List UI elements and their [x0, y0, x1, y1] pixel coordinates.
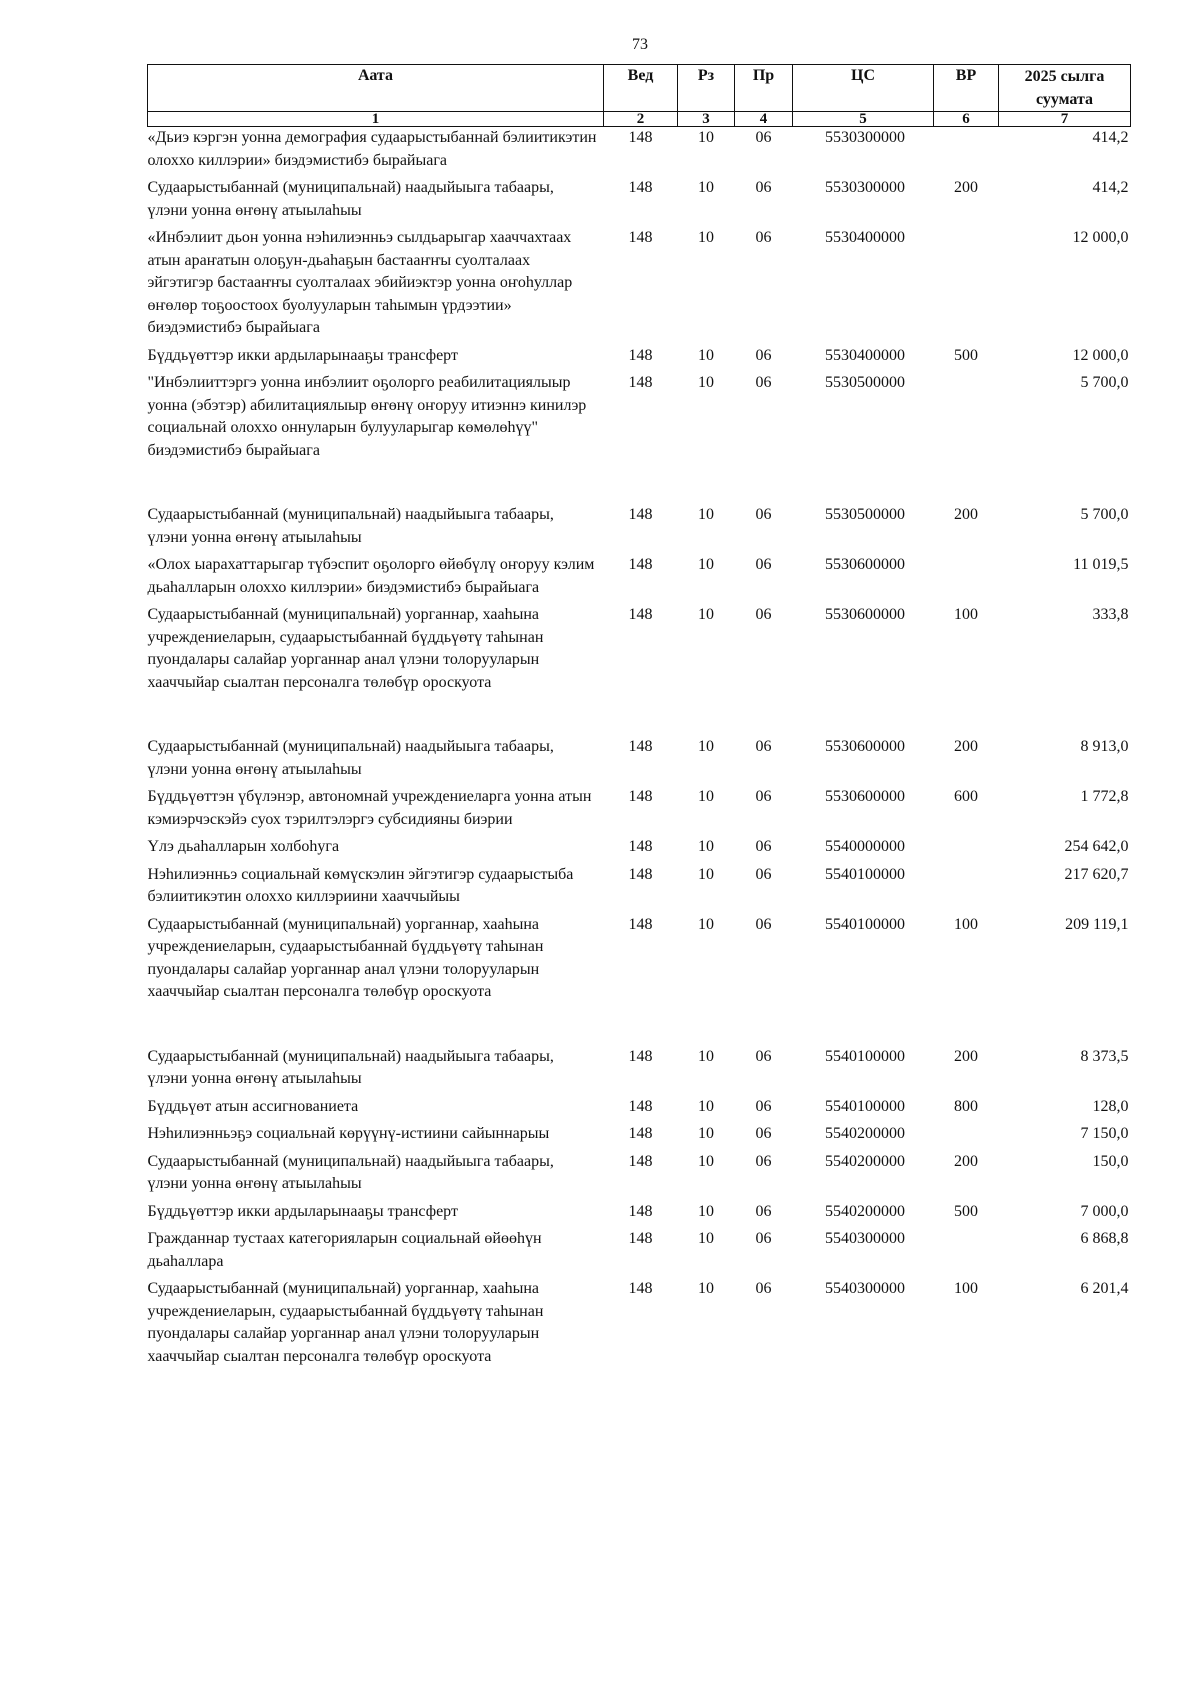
table-header	[148, 65, 1131, 127]
row-cs: 5530600000	[825, 606, 905, 623]
table-row	[148, 836, 1131, 864]
row-cs: 5540300000	[825, 1280, 905, 1297]
row-pr: 06	[755, 346, 772, 364]
row-name: Судаарыстыбаннай (муниципальнай) уорганнар, хааһына учреждениеларын, судаарыстыбаннай бүддьүөтү таһынан пуондалары салайар уорганнар анал үлэни толорууларын хааччыйар сыалтан персоналга төлөбүр ороскуота	[147, 915, 544, 1000]
row-rz: 10	[698, 179, 714, 196]
row-rz: 10	[698, 738, 714, 755]
row-vr: 200	[954, 1152, 978, 1170]
table-row	[148, 1046, 1131, 1096]
table-row	[148, 345, 1131, 373]
row-ved: 148	[628, 179, 653, 196]
table-row	[148, 1123, 1131, 1151]
row-name: «Дьиэ кэргэн уонна демография судаарыстыбаннай бэлиитикэтин олоххо киллэрии» биэдэмистибэ бырайыага	[147, 129, 597, 169]
budget-table	[147, 64, 1131, 1373]
row-cs: 5540300000	[825, 1230, 905, 1247]
table-row	[148, 1278, 1131, 1373]
row-vr	[934, 554, 999, 604]
row-sum: 6 201,4	[1080, 1280, 1129, 1297]
row-rz: 10	[698, 506, 714, 523]
row-vr: 200	[954, 179, 978, 196]
row-ved: 148	[628, 1280, 653, 1297]
row-sum: 150,0	[1092, 1152, 1129, 1170]
row-vr	[934, 372, 999, 504]
header-num-2: 2	[604, 112, 678, 127]
table-row	[148, 1201, 1131, 1229]
row-rz: 10	[698, 229, 714, 246]
row-rz: 10	[698, 374, 714, 391]
row-cs: 5540100000	[825, 1047, 905, 1065]
row-sum: 7 000,0	[1080, 1202, 1129, 1220]
table-row	[148, 736, 1131, 786]
row-pr: 06	[755, 506, 772, 523]
row-sum: 8 913,0	[1080, 738, 1129, 755]
row-pr: 06	[755, 1125, 772, 1142]
row-vr: 500	[954, 346, 978, 364]
row-pr: 06	[755, 129, 772, 146]
row-cs: 5530600000	[825, 788, 905, 805]
table-row	[148, 864, 1131, 914]
row-sum: 1 772,8	[1080, 788, 1129, 805]
row-vr: 500	[954, 1202, 978, 1220]
row-ved: 148	[628, 1230, 653, 1247]
table-row	[148, 177, 1131, 227]
row-name: Бүддьүөттэн үбүлэнэр, автономнай учреждениеларга уонна атын кэмиэрчэскэйэ суох тэрилтэлэргэ субсидияны биэрии	[147, 788, 592, 828]
header-rz: Рз	[678, 65, 735, 112]
table-row	[148, 1228, 1131, 1278]
row-ved: 148	[628, 506, 653, 523]
header-vr: ВР	[934, 65, 999, 112]
row-name: Судаарыстыбаннай (муниципальнай) наадыйыыга табаары, үлэни уонна өҥөнү атыылаһыы	[147, 506, 554, 546]
table-row	[148, 1096, 1131, 1124]
row-ved: 148	[628, 865, 653, 883]
row-name: Бүддьүөттэр икки ардыларынааҕы трансферт	[147, 1202, 458, 1220]
table-row	[148, 504, 1131, 554]
row-ved: 148	[628, 346, 653, 364]
row-name: Үлэ дьаһалларын холбоһуга	[147, 838, 340, 855]
row-rz: 10	[698, 556, 714, 573]
row-name: Судаарыстыбаннай (муниципальнай) наадыйыыга табаары, үлэни уонна өҥөнү атыылаһыы	[147, 738, 554, 778]
row-sum: 11 019,5	[1073, 556, 1129, 573]
row-ved: 148	[628, 1047, 653, 1065]
row-cs: 5530300000	[825, 129, 905, 146]
row-cs: 5530400000	[825, 346, 905, 364]
row-vr: 600	[954, 788, 978, 805]
row-ved: 148	[628, 738, 653, 755]
row-sum: 414,2	[1092, 179, 1129, 196]
row-vr	[934, 1228, 999, 1278]
row-vr: 800	[954, 1097, 978, 1115]
row-sum: 217 620,7	[1064, 865, 1129, 883]
header-num-4: 4	[735, 112, 793, 127]
row-pr: 06	[755, 1047, 772, 1065]
header-ved: Вед	[604, 65, 678, 112]
row-sum: 414,2	[1092, 129, 1129, 146]
header-num-7: 7	[999, 112, 1131, 127]
row-name: Бүддьүөттэр икки ардыларынааҕы трансферт	[147, 346, 458, 364]
row-cs: 5540100000	[825, 1097, 905, 1115]
row-rz: 10	[698, 1280, 714, 1297]
row-sum: 254 642,0	[1064, 838, 1129, 855]
row-pr: 06	[755, 606, 772, 623]
row-vr	[934, 1123, 999, 1151]
row-cs: 5530400000	[825, 229, 905, 246]
row-cs: 5540100000	[825, 915, 905, 933]
row-cs: 5540000000	[825, 838, 905, 855]
row-sum: 333,8	[1092, 606, 1129, 623]
row-ved: 148	[628, 374, 653, 391]
row-cs: 5530300000	[825, 179, 905, 196]
row-pr: 06	[755, 556, 772, 573]
page-number: 73	[632, 36, 648, 53]
row-name: Судаарыстыбаннай (муниципальнай) наадыйыыга табаары, үлэни уонна өҥөнү атыылаһыы	[147, 1152, 554, 1192]
row-name: Судаарыстыбаннай (муниципальнай) наадыйыыга табаары, үлэни уонна өҥөнү атыылаһыы	[147, 179, 554, 219]
row-sum: 8 373,5	[1080, 1047, 1129, 1065]
table-body	[148, 127, 1131, 1374]
row-name: «Инбэлиит дьон уонна нэһилиэнньэ сылдьарыгар хааччахтаах атын араҥатын олоҕун-дьаһаҕын бастааҥҥы суолталаах эйгэтигэр бастааҥҥы суолталаах эбийиэктэр уонна оҥоһуллар өҥөлөр тоҕоостоох буолууларын таһымын үрдээтии» биэдэмистибэ бырайыага	[147, 229, 573, 336]
table-row	[148, 604, 1131, 736]
row-name: Судаарыстыбаннай (муниципальнай) уорганнар, хааһына учреждениеларын, судаарыстыбаннай бүддьүөтү таһынан пуондалары салайар уорганнар анал үлэни толорууларын хааччыйар сыалтан персоналга төлөбүр ороскуота	[147, 1280, 544, 1365]
row-ved: 148	[628, 1152, 653, 1170]
row-rz: 10	[698, 865, 714, 883]
row-rz: 10	[698, 1152, 714, 1170]
row-name: Гражданнар тустаах категорияларын социальнай өйөөһүн дьаһаллара	[147, 1230, 542, 1270]
row-pr: 06	[755, 1280, 772, 1297]
row-ved: 148	[628, 556, 653, 573]
row-vr: 200	[954, 1047, 978, 1065]
row-ved: 148	[628, 915, 653, 933]
row-rz: 10	[698, 606, 714, 623]
row-pr: 06	[755, 179, 772, 196]
row-vr: 200	[954, 738, 978, 755]
table-row	[148, 914, 1131, 1046]
row-sum: 5 700,0	[1080, 506, 1129, 523]
row-vr: 100	[954, 1280, 978, 1297]
row-name: Судаарыстыбаннай (муниципальнай) наадыйыыга табаары, үлэни уонна өҥөнү атыылаһыы	[147, 1047, 554, 1087]
row-vr	[934, 836, 999, 864]
row-ved: 148	[628, 606, 653, 623]
row-sum: 12 000,0	[1072, 346, 1129, 364]
row-rz: 10	[698, 1230, 714, 1247]
row-ved: 148	[628, 129, 653, 146]
row-sum: 209 119,1	[1065, 915, 1129, 933]
table-row	[148, 227, 1131, 345]
row-rz: 10	[698, 838, 714, 855]
row-pr: 06	[755, 1230, 772, 1247]
row-pr: 06	[755, 1097, 772, 1115]
row-name: Нэһилиэнньэ социальнай көмүскэлин эйгэтигэр судаарыстыба бэлиитикэтин олоххо киллэриини хааччыйыы	[147, 865, 574, 905]
row-vr	[934, 127, 999, 178]
header-pr: Пр	[735, 65, 793, 112]
row-rz: 10	[698, 1202, 714, 1220]
row-rz: 10	[698, 1125, 714, 1142]
row-vr: 100	[954, 915, 978, 933]
row-rz: 10	[698, 915, 714, 933]
row-name: Нэһилиэнньэҕэ социальнай көрүүнү-истиини сайыннарыы	[147, 1125, 550, 1142]
row-rz: 10	[698, 129, 714, 146]
row-cs: 5530600000	[825, 556, 905, 573]
row-name: Бүддьүөт атын ассигнованиета	[147, 1097, 359, 1115]
table-row	[148, 786, 1131, 836]
row-cs: 5540100000	[825, 865, 905, 883]
row-sum: 6 868,8	[1080, 1230, 1129, 1247]
row-vr: 100	[954, 606, 978, 623]
row-sum: 5 700,0	[1080, 374, 1129, 391]
header-num-6: 6	[934, 112, 999, 127]
row-sum: 7 150,0	[1080, 1125, 1129, 1142]
row-pr: 06	[755, 1202, 772, 1220]
header-num-5: 5	[793, 112, 934, 127]
header-cs: ЦС	[793, 65, 934, 112]
row-ved: 148	[628, 838, 653, 855]
row-cs: 5530500000	[825, 506, 905, 523]
row-pr: 06	[755, 229, 772, 246]
row-name: "Инбэлииттэргэ уонна инбэлиит оҕолорго реабилитациялыыр уонна (эбэтэр) абилитациялыыр өҥөнү оҥоруу итиэннэ кинилэр социальнай олоххо оннуларын булууларыгар көмөлөһүү" биэдэмистибэ бырайыага	[147, 374, 587, 459]
row-ved: 148	[628, 1202, 653, 1220]
row-cs: 5540200000	[825, 1125, 905, 1142]
row-pr: 06	[755, 838, 772, 855]
row-cs: 5530600000	[825, 738, 905, 755]
row-cs: 5540200000	[825, 1202, 905, 1220]
row-vr	[934, 864, 999, 914]
row-pr: 06	[755, 1152, 772, 1170]
row-ved: 148	[628, 788, 653, 805]
row-name: Судаарыстыбаннай (муниципальнай) уорганнар, хааһына учреждениеларын, судаарыстыбаннай бүддьүөтү таһынан пуондалары салайар уорганнар анал үлэни толорууларын хааччыйар сыалтан персоналга төлөбүр ороскуота	[147, 606, 544, 691]
table-row	[148, 372, 1131, 504]
table-row	[148, 127, 1131, 178]
header-name: Аата	[148, 65, 604, 112]
row-pr: 06	[755, 865, 772, 883]
row-rz: 10	[698, 788, 714, 805]
row-cs: 5530500000	[825, 374, 905, 391]
row-rz: 10	[698, 1047, 714, 1065]
table-row	[148, 554, 1131, 604]
row-ved: 148	[628, 1125, 653, 1142]
header-num-3: 3	[678, 112, 735, 127]
row-vr: 200	[954, 506, 978, 523]
row-name: «Олох ыарахаттарыгар түбэспит оҕолорго өйөбүлү оҥоруу кэлим дьаһалларын олоххо киллэрии» биэдэмистибэ бырайыага	[147, 556, 595, 596]
row-rz: 10	[698, 1097, 714, 1115]
row-sum: 128,0	[1092, 1097, 1129, 1115]
row-pr: 06	[755, 788, 772, 805]
row-pr: 06	[755, 374, 772, 391]
row-rz: 10	[698, 346, 714, 364]
header-sum: 2025 сылга суумата	[999, 65, 1131, 112]
row-sum: 12 000,0	[1072, 229, 1129, 246]
row-cs: 5540200000	[825, 1152, 905, 1170]
row-pr: 06	[755, 915, 772, 933]
header-num-1: 1	[148, 112, 604, 127]
row-ved: 148	[628, 1097, 653, 1115]
row-pr: 06	[755, 738, 772, 755]
row-ved: 148	[628, 229, 653, 246]
table-row	[148, 1151, 1131, 1201]
row-vr	[934, 227, 999, 345]
